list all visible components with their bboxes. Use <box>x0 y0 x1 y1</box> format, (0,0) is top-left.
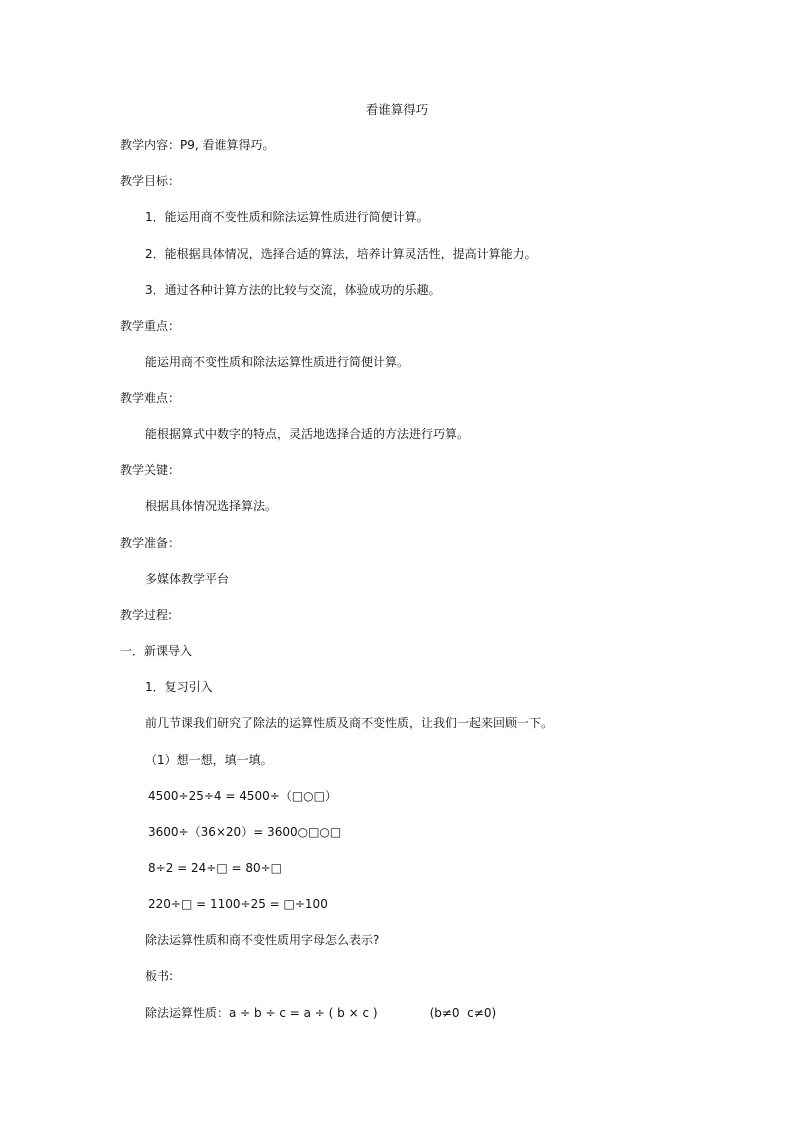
section-heading: 一．新课导入 <box>120 644 193 658</box>
equation-line: 220÷□ = 1100÷25 = □÷100 <box>148 897 328 911</box>
formula-condition: (b≠0 c≠0) <box>429 1006 497 1020</box>
board-label: 板书: <box>145 969 174 983</box>
key-point-heading: 教学重点： <box>120 319 181 333</box>
objective-item: 1．能运用商不变性质和除法运算性质进行简便计算。 <box>145 210 429 224</box>
key-heading: 教学关键： <box>120 463 181 477</box>
process-heading: 教学过程: <box>120 608 173 622</box>
formula-line <box>145 1005 496 1021</box>
intro-text: 前几节课我们研究了除法的运算性质及商不变性质，让我们一起来回顾一下。 <box>145 716 554 730</box>
objective-item: 2．能根据具体情况，选择合适的算法，培养计算灵活性，提高计算能力。 <box>145 247 537 261</box>
objective-item: 3．通过各种计算方法的比较与交流，体验成功的乐趣。 <box>145 283 441 297</box>
objectives-heading: 教学目标： <box>120 174 181 188</box>
page-title: 看谁算得巧 <box>365 102 429 117</box>
exercise-heading: （1）想一想，填一填。 <box>145 753 273 767</box>
difficulty-heading: 教学难点： <box>120 391 181 405</box>
equation-line: 3600÷（36×20）= 3600○□○□ <box>148 825 342 839</box>
equation-line: 4500÷25÷4 = 4500÷（□○□） <box>148 789 337 803</box>
key-text: 根据具体情况选择算法。 <box>145 499 278 513</box>
key-point-text: 能运用商不变性质和除法运算性质进行简便计算。 <box>145 355 410 369</box>
prep-text: 多媒体教学平台 <box>145 572 230 586</box>
subsection-heading: 1．复习引入 <box>145 680 213 694</box>
question-text: 除法运算性质和商不变性质用字母怎么表示? <box>145 933 380 947</box>
equation-line: 8÷2 = 24÷□ = 80÷□ <box>148 861 283 875</box>
prep-heading: 教学准备： <box>120 536 181 550</box>
difficulty-text: 能根据算式中数字的特点，灵活地选择合适的方法进行巧算。 <box>145 427 470 441</box>
formula-text: 除法运算性质：a ÷ b ÷ c = a ÷ ( b × c ) <box>145 1006 378 1020</box>
teaching-content: 教学内容：P9, 看谁算得巧。 <box>120 138 275 152</box>
